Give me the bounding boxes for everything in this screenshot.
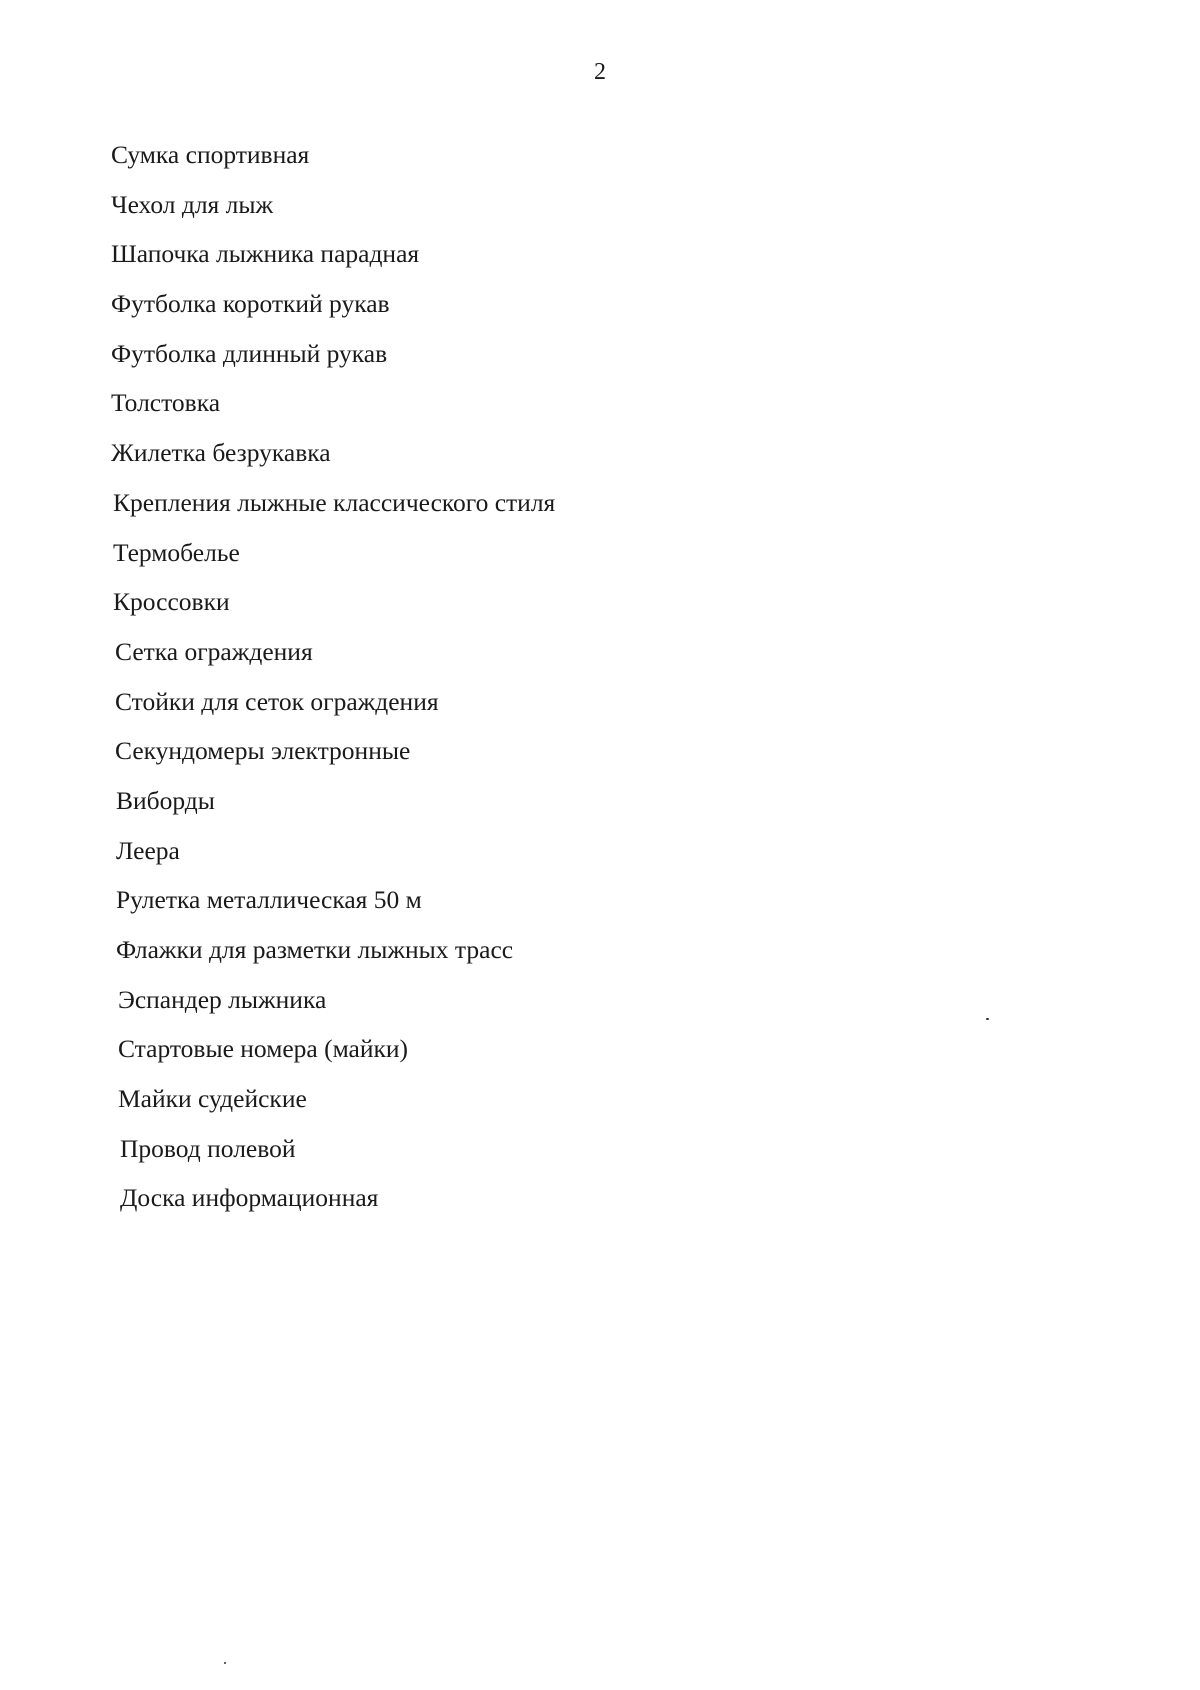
list-item: Шапочка лыжника парадная [111, 239, 420, 269]
list-item: Леера [116, 835, 180, 865]
scan-speck [986, 1018, 989, 1020]
list-item: Эспандер лыжника [118, 984, 327, 1014]
list-item: Стартовые номера (майки) [118, 1034, 409, 1064]
list-item: Секундомеры электронные [115, 736, 411, 766]
list-item: Футболка короткий рукав [111, 289, 390, 319]
page-number: 2 [594, 59, 606, 85]
list-item: Футболка длинный рукав [111, 338, 388, 368]
list-item: Толстовка [111, 388, 221, 418]
list-item: Термобелье [113, 537, 240, 567]
list-item: Провод полевой [120, 1133, 296, 1163]
list-item: Чехол для лыж [111, 189, 274, 219]
equipment-list [111, 130, 555, 1223]
list-item: Сумка спортивная [111, 140, 310, 169]
list-item: Крепления лыжные классического стиля [113, 487, 556, 517]
list-item: Доска информационная [120, 1183, 379, 1213]
list-item: Виборды [116, 785, 215, 815]
list-item: Сетка ограждения [115, 636, 313, 666]
list-item: Жилетка безрукавка [111, 438, 331, 468]
list-item: Майки судейские [118, 1084, 307, 1114]
list-item: Рулетка металлическая 50 м [116, 885, 422, 915]
list-item: Флажки для разметки лыжных трасс [116, 935, 514, 964]
list-item: Кроссовки [113, 587, 230, 617]
list-item: Стойки для сеток ограждения [115, 686, 439, 716]
scan-speck [224, 1662, 226, 1664]
